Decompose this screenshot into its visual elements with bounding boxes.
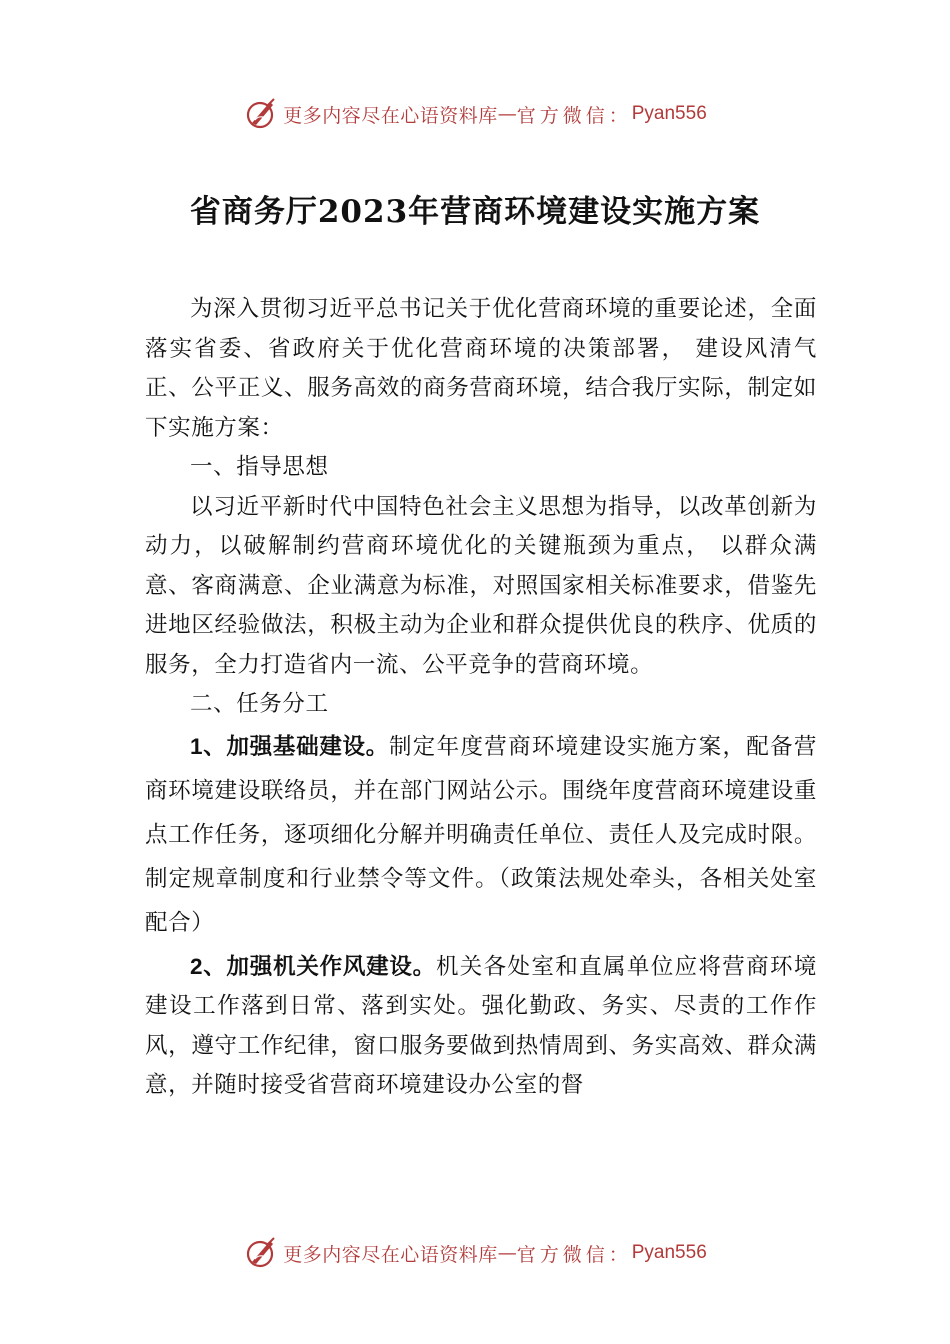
document-title: 省商务厅2023年营商环境建设实施方案 [189, 194, 761, 230]
banner-wechat-id: Pyan556 [631, 103, 707, 124]
quill-seal-icon [243, 1235, 279, 1271]
banner-wechat-label: 官方微信： [516, 104, 632, 127]
banner-separator: — [497, 103, 517, 125]
task1-body: 制定年度营商环境建设实施方案，配备营商环境建设联络员，并在部门网站公示。围绕年度营商环境建设重点工作任务，逐项细化分解并明确责任单位、责任人及完成时限。制定规章制度和行业禁令等文件。（政策法规处牵头，各相关处室配合） [145, 733, 817, 936]
task1-lead: 1、加强基础建设。 [190, 733, 389, 759]
banner-wechat-id: Pyan556 [631, 1242, 707, 1263]
section1-paragraph: 以习近平新时代中国特色社会主义思想为指导，以改革创新为动力，以破解制约营商环境优化的关键瓶颈为重点， 以群众满意、客商满意、企业满意为标准，对照国家相关标准要求，借鉴先进地区经验做法，积极主动为企业和群众提供优良的秩序、优质的服务，全力打造省内一流、公平竞争的营商环境。 [145, 493, 817, 678]
task2-paragraph [145, 947, 817, 1106]
section1-heading: 一、指导思想 [190, 454, 329, 480]
banner-text: 更多内容尽在心语资料库 [283, 1243, 498, 1266]
document-body [145, 290, 817, 1106]
intro-paragraph: 为深入贯彻习近平总书记关于优化营商环境的重要论述，全面落实省委、省政府关于优化营商环境的决策部署， 建设风清气正、公平正义、服务高效的商务营商环境，结合我厅实际，制定如下实施方案： [145, 296, 817, 441]
bottom-banner [0, 1233, 950, 1273]
task2-lead: 2、加强机关作风建设。 [190, 953, 436, 979]
top-banner [0, 94, 950, 134]
banner-separator: — [497, 1242, 517, 1264]
task1-paragraph [145, 725, 817, 945]
section2-heading: 二、任务分工 [190, 691, 329, 717]
banner-text: 更多内容尽在心语资料库 [283, 104, 498, 127]
quill-seal-icon [243, 96, 279, 132]
banner-wechat-label: 官方微信： [516, 1243, 632, 1266]
task2-body: 机关各处室和直属单位应将营商环境建设工作落到日常、落到实处。强化勤政、务实、尽责的工作作风，遵守工作纪律，窗口服务要做到热情周到、务实高效、群众满意，并随时接受省营商环境建设办公室的督 [145, 953, 818, 1098]
